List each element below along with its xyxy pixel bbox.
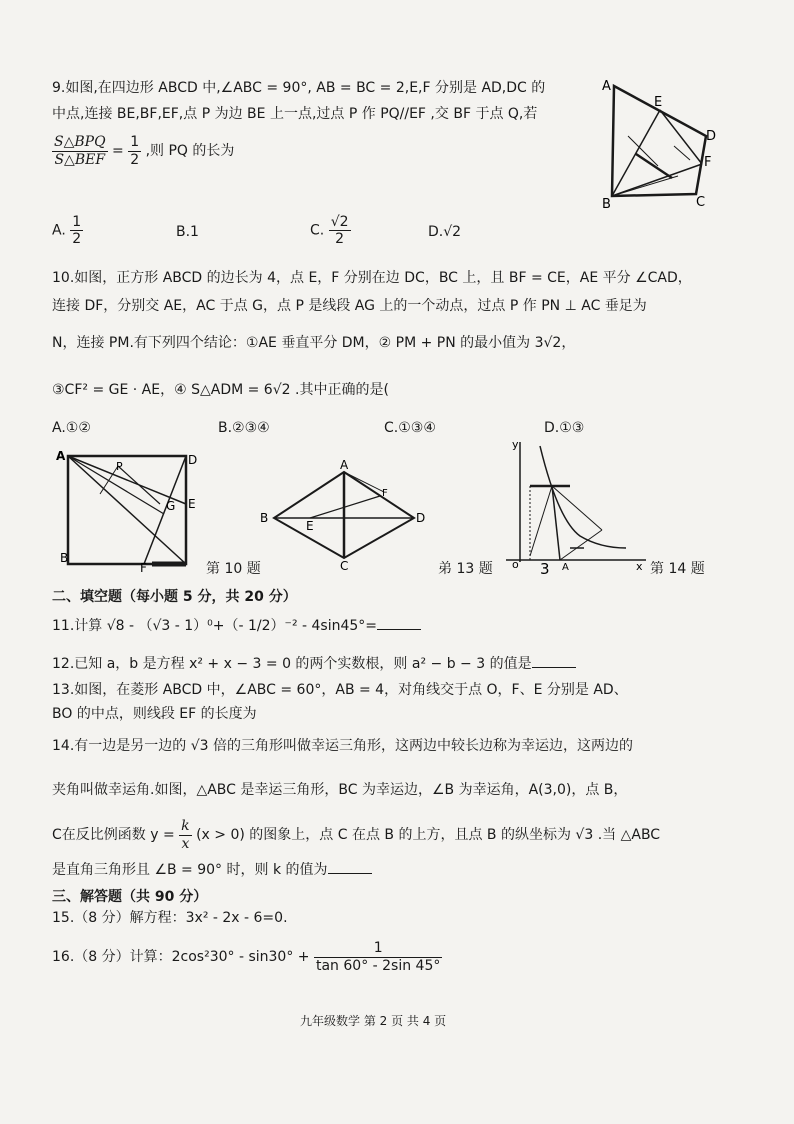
q9-option-a[interactable]: A. $\frac{1}{2}$: [52, 214, 82, 247]
label-a: A: [340, 458, 349, 472]
q9-area-ratio: $\frac{\text{S△BPQ}}{\text{S△BEF}}$: [54, 134, 106, 168]
q10-option-c[interactable]: C.①③④: [384, 420, 436, 436]
label-x: x: [636, 560, 643, 573]
q14-line1: 14.有一边是另一边的 √3 倍的三角形叫做幸运三角形，这两边中较长边称为幸运边，这两边的: [52, 738, 633, 754]
q9-option-d[interactable]: D.√2: [428, 224, 462, 240]
label-e: E: [188, 497, 196, 511]
figure-13-caption: 弟 13 题: [438, 561, 493, 577]
q15: 15.（8 分）解方程：3x² - 2x - 6=0.: [52, 910, 288, 926]
label-d: D: [706, 129, 717, 144]
q10-option-a[interactable]: A.①②: [52, 420, 91, 436]
q14-line3: C在反比例函数 y = $\frac{k}{x}$ (x > 0) 的图象上，点 C 在点 B 的上方，且点 B 的纵坐标为 √3 .当 △ABC: [52, 818, 661, 852]
figure-13-rhombus: [258, 456, 434, 572]
q12: 12.已知 a，b 是方程 x² + x − 3 = 0 的两个实数根，则 a² − b − 3 的值是: [52, 656, 576, 673]
q14-line4: 是直角三角形且 ∠B = 90° 时，则 k 的值为: [52, 862, 372, 879]
figure-14-graph: [500, 436, 648, 576]
page-footer: 九年级数学 第 2 页 共 4 页: [300, 1014, 447, 1028]
label-b: B: [60, 551, 69, 565]
section-2-heading: 二、填空题（每小题 5 分，共 20 分）: [52, 589, 297, 605]
q11: 11.计算 √8 - （√3 - 1）⁰+（- 1/2）⁻² - 4sin45°=: [52, 618, 421, 635]
figure-10-caption: 第 10 题: [206, 561, 261, 577]
label-y: y: [512, 438, 519, 451]
q9-line1: 9.如图,在四边形 ABCD 中,∠ABC = 90°, AB = BC = 2,E,F 分别是 AD,DC 的: [52, 80, 546, 96]
figure-14-caption: 第 14 题: [650, 561, 705, 577]
q10-line2: 连接 DF，分别交 AE，AC 于点 G，点 P 是线段 AG 上的一个动点，过点 P 作 PN ⊥ AC 垂足为: [52, 298, 647, 314]
q14-answer-blank[interactable]: [328, 873, 372, 874]
label-e: E: [306, 519, 314, 533]
section-3-heading: 三、解答题（共 90 分）: [52, 889, 208, 905]
label-e: E: [654, 95, 663, 110]
q9-half: $\frac{1}{2}$: [130, 134, 140, 168]
q11-answer-blank[interactable]: [377, 629, 421, 630]
q10-option-d[interactable]: D.①③: [544, 420, 585, 436]
label-origin: o: [512, 558, 519, 571]
handwritten-3: 3: [540, 560, 550, 576]
q10-line4: ③CF² = GE · AE，④ S△ADM = 6√2 .其中正确的是(: [52, 382, 389, 398]
label-b: B: [260, 511, 269, 525]
q9-option-b[interactable]: B.1: [176, 224, 199, 240]
q10-line1: 10.如图，正方形 ABCD 的边长为 4，点 E，F 分别在边 DC，BC 上，且 BF = CE，AE 平分 ∠CAD，: [52, 270, 692, 286]
q9-option-c[interactable]: C. $\frac{√2}{2}$: [310, 214, 349, 247]
q10-option-b[interactable]: B.②③④: [218, 420, 270, 436]
label-a: A: [602, 79, 611, 94]
q16: 16.（8 分）计算：2cos²30° - sin30° + $\frac{1}{\tan 60^\circ - 2\sin 45^\circ}$: [52, 940, 441, 974]
label-a: A: [562, 562, 569, 573]
figure-10-square: [56, 448, 206, 572]
label-a: A: [56, 449, 66, 463]
q13-line2: BO 的中点，则线段 EF 的长度为: [52, 706, 257, 722]
label-c: C: [696, 195, 706, 210]
label-d: D: [188, 453, 198, 467]
label-g: G: [166, 499, 176, 513]
q14-line2: 夹角叫做幸运角.如图，△ABC 是幸运三角形，BC 为幸运边，∠B 为幸运角，A(3,0)，点 B，: [52, 782, 628, 798]
label-b: B: [602, 197, 611, 210]
label-d: D: [416, 511, 426, 525]
q12-answer-blank[interactable]: [532, 667, 576, 668]
q9-condition: $\frac{\text{S△BPQ}}{\text{S△BEF}}$ = $\frac{1}{2}$ ,则 PQ 的长为: [54, 134, 235, 168]
label-f: F: [140, 561, 147, 572]
label-p: P: [116, 460, 123, 473]
q9-figure: [598, 76, 726, 210]
q13-line1: 13.如图，在菱形 ABCD 中，∠ABC = 60°，AB = 4，对角线交于点 O，F、E 分别是 AD、: [52, 682, 628, 698]
label-c: C: [340, 559, 349, 572]
q9-line2: 中点,连接 BE,BF,EF,点 P 为边 BE 上一点,过点 P 作 PQ//EF ,交 BF 于点 Q,若: [52, 106, 538, 122]
q10-line3: N，连接 PM.有下列四个结论：①AE 垂直平分 DM，② PM + PN 的最小值为 3√2，: [52, 335, 576, 351]
label-f: F: [704, 155, 712, 170]
label-f: F: [382, 488, 388, 499]
